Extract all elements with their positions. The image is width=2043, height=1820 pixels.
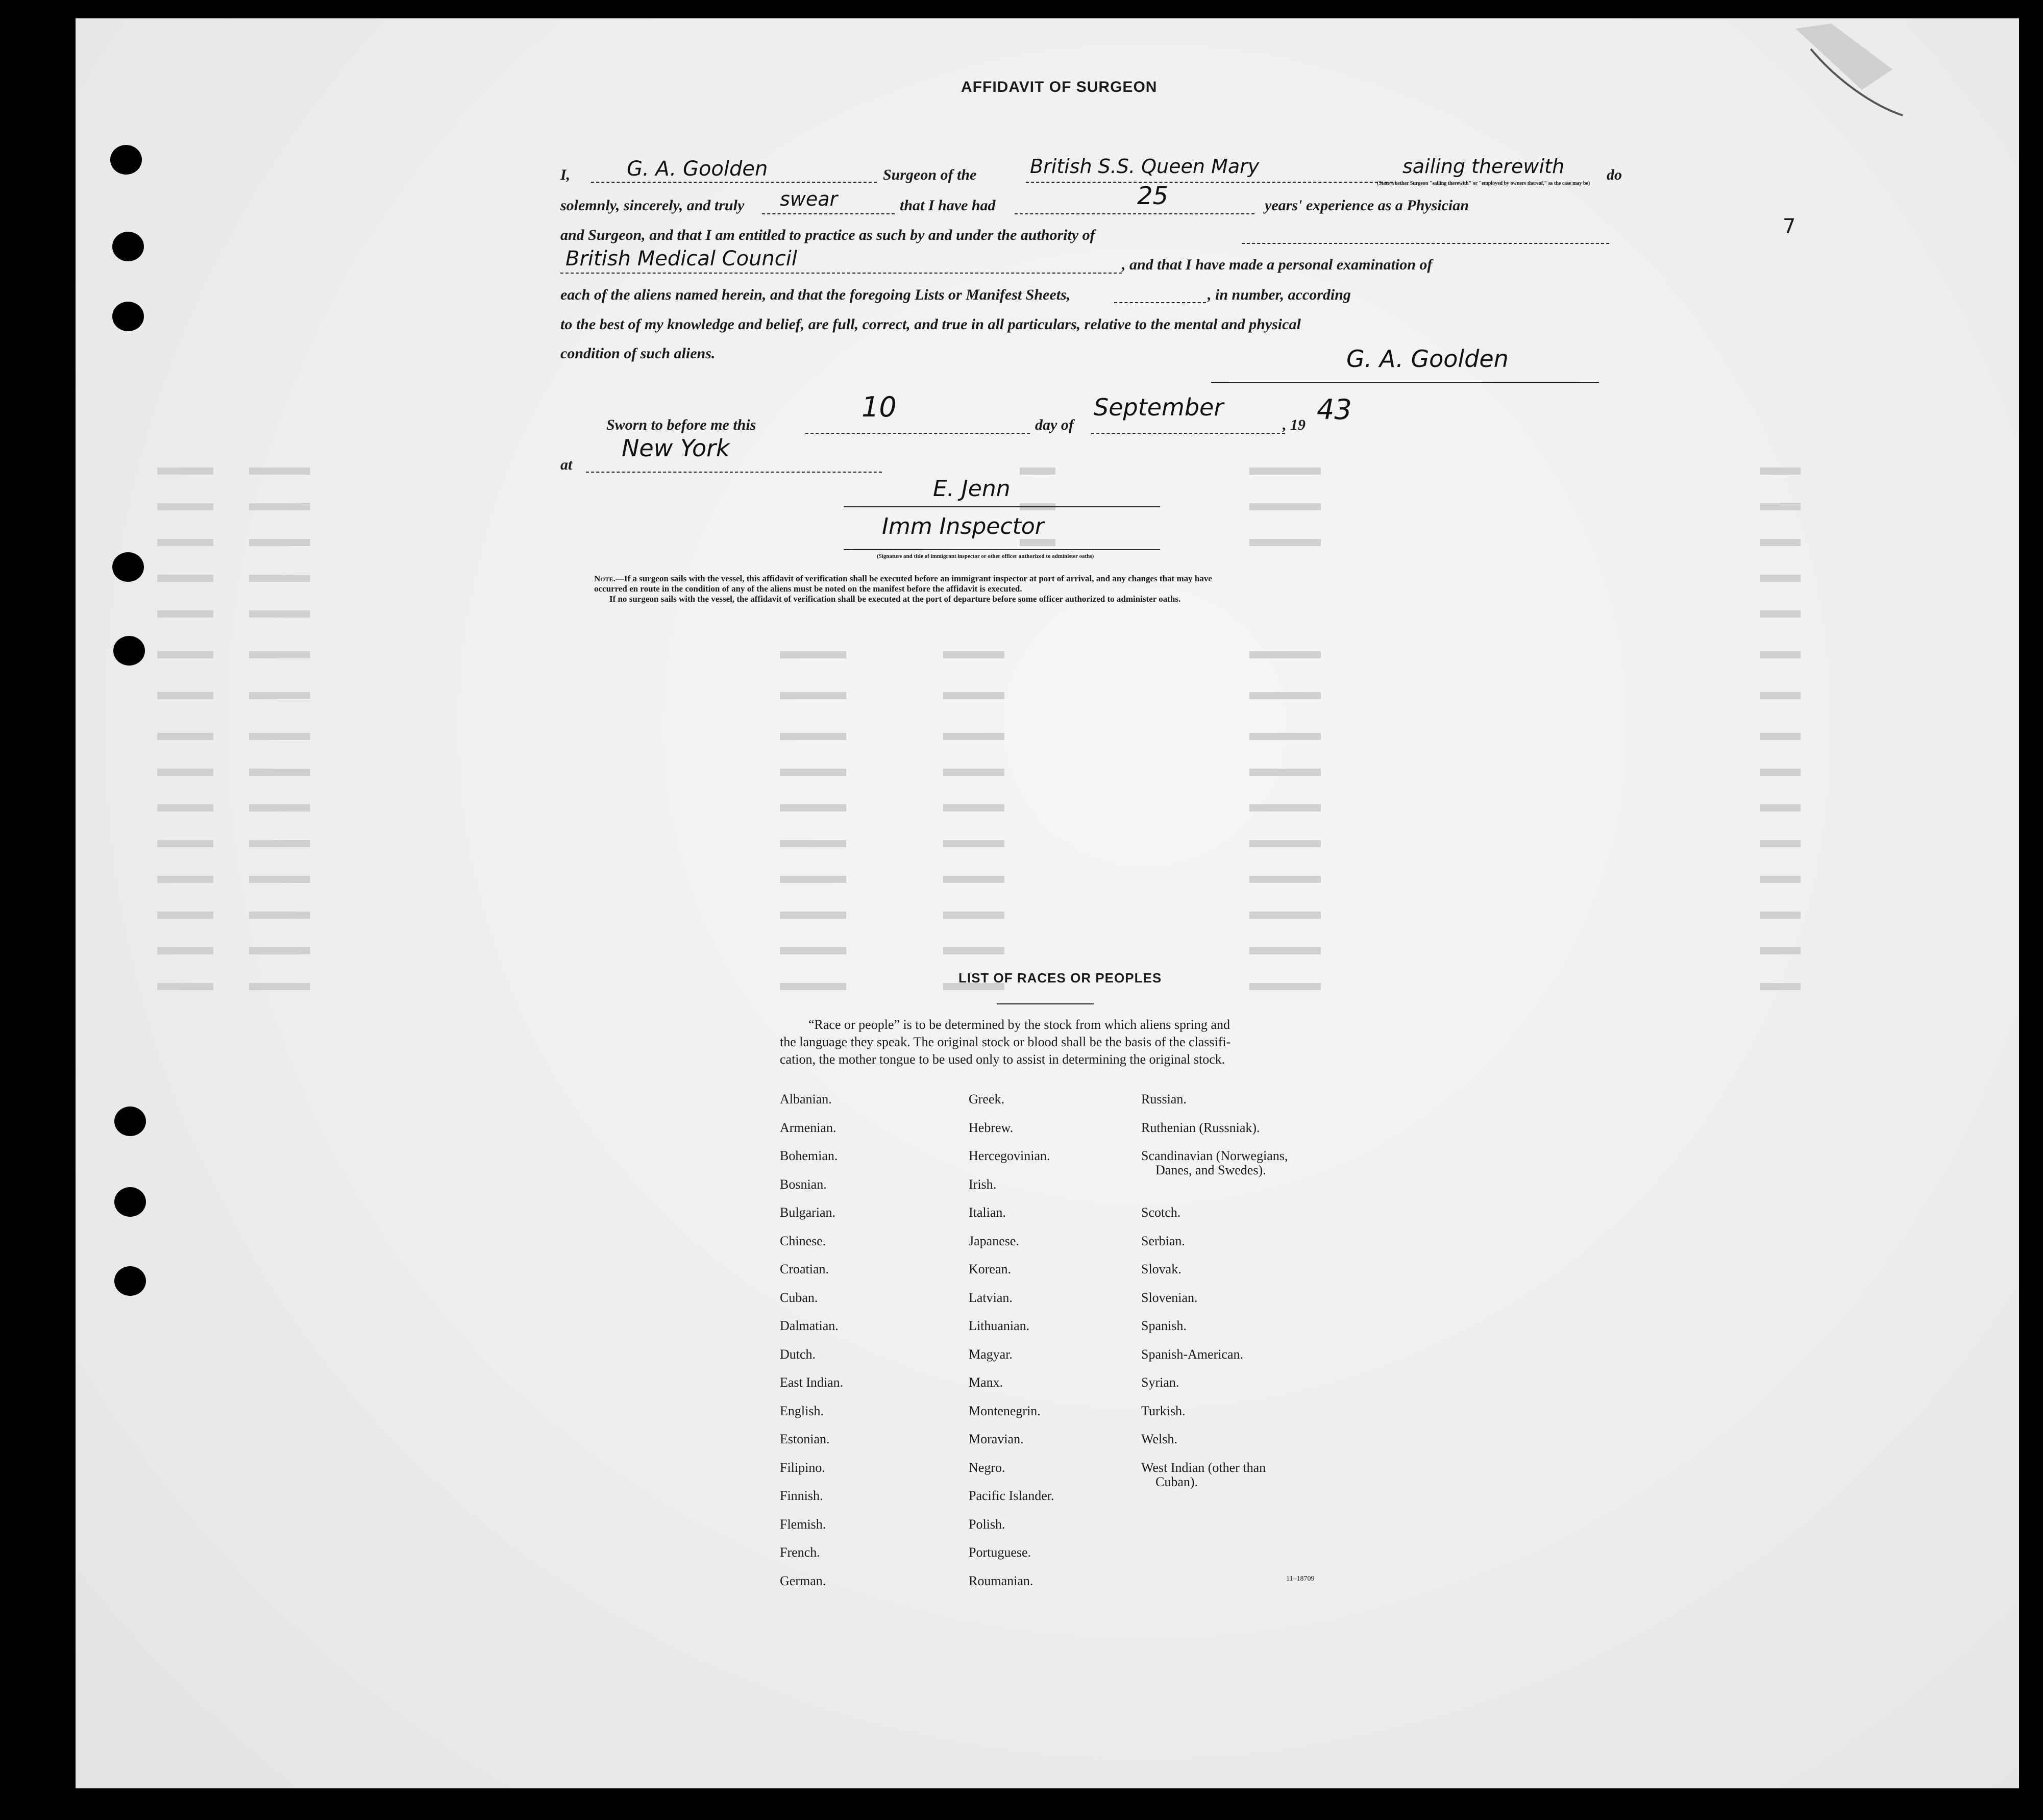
race-item: Pacific Islander.	[969, 1488, 1054, 1503]
races-intro	[780, 1016, 1230, 1068]
note-text-3: If no surgeon sails with the vessel, the affidavit of verification shall be executed at the port of departure before some officer authorized to administer oaths.	[609, 594, 1181, 604]
race-item: French.	[780, 1545, 820, 1560]
line1-end: do	[1607, 166, 1622, 183]
race-item: Chinese.	[780, 1233, 826, 1248]
surgeon-name-field: G. A. Goolden	[627, 157, 768, 181]
race-item: Polish.	[969, 1516, 1005, 1532]
race-item-line: Danes, and Swedes).	[1155, 1163, 1266, 1177]
race-item: Turkish.	[1141, 1403, 1186, 1418]
race-item: Ruthenian (Russniak).	[1141, 1120, 1260, 1135]
race-item: Welsh.	[1141, 1432, 1177, 1446]
vessel-field: British S.S. Queen Mary	[1030, 155, 1260, 178]
line1-mid: Surgeon of the	[883, 166, 977, 183]
race-item: Greek.	[969, 1092, 1005, 1106]
sailing-note: (State whether Surgeon "sailing therewith" or "employed by owners thereof," as the case may be)	[1377, 181, 1590, 186]
races-title-rule	[997, 1003, 1094, 1004]
at-label: at	[560, 456, 573, 473]
race-item: Armenian.	[780, 1120, 836, 1135]
race-item-line: Cuban).	[1155, 1474, 1198, 1489]
race-item: Finnish.	[780, 1488, 823, 1503]
line6-text: to the best of my knowledge and belief, are full, correct, and true in all particulars, relative to the mental and physical	[560, 316, 1301, 333]
oath-word-field: swear	[780, 188, 838, 210]
authority-line-1	[1242, 243, 1609, 244]
place-field: New York	[622, 434, 730, 462]
inspector-title-line	[844, 549, 1160, 550]
page-number: 7	[1783, 215, 1796, 238]
races-column-3	[1141, 1085, 1288, 1489]
note-block	[594, 574, 1212, 604]
race-item: German.	[780, 1573, 826, 1588]
line2-end: years' experience as a Physician	[1265, 197, 1469, 214]
race-item: Serbian.	[1141, 1233, 1185, 1248]
surgeon-signature: G. A. Goolden	[1346, 345, 1509, 373]
year-prefix: , 19	[1283, 416, 1306, 433]
race-item: East Indian.	[780, 1375, 844, 1390]
line7-text: condition of such aliens.	[560, 345, 716, 362]
line3-text: and Surgeon, and that I am entitled to practice as such by and under the authority of	[560, 227, 1095, 243]
race-item: Russian.	[1141, 1092, 1187, 1106]
signature-caption: (Signature and title of immigrant inspector or other officer authorized to administer oaths)	[877, 553, 1094, 559]
races-title: LIST OF RACES OR PEOPLES	[958, 970, 1162, 986]
race-item: Flemish.	[780, 1516, 826, 1532]
race-item: Estonian.	[780, 1432, 830, 1446]
race-item: Scotch.	[1141, 1205, 1181, 1220]
month-line	[1091, 433, 1285, 434]
races-column-2	[969, 1085, 1054, 1595]
race-item: Irish.	[969, 1176, 997, 1192]
line2-prefix: solemnly, sincerely, and truly	[560, 197, 745, 214]
races-intro-line: “Race or people” is to be determined by the stock from which aliens spring and	[808, 1017, 1230, 1032]
race-item: Lithuanian.	[969, 1318, 1030, 1333]
race-item: Japanese.	[969, 1233, 1019, 1248]
race-item: Manx.	[969, 1375, 1003, 1390]
race-item: Syrian.	[1141, 1375, 1179, 1390]
race-item	[1141, 1142, 1288, 1198]
sheets-line	[1114, 302, 1206, 303]
race-item: Bulgarian.	[780, 1205, 836, 1220]
race-item: Bosnian.	[780, 1176, 827, 1192]
race-item: Korean.	[969, 1262, 1012, 1276]
race-item: Filipino.	[780, 1460, 825, 1475]
years-line	[1015, 213, 1254, 214]
race-item: Latvian.	[969, 1290, 1013, 1305]
race-item: Negro.	[969, 1460, 1005, 1475]
surgeon-signature-line	[1211, 382, 1599, 383]
race-item: Croatian.	[780, 1262, 829, 1276]
authority-field: British Medical Council	[565, 247, 797, 270]
surgeon-name-line	[591, 182, 877, 183]
document-page	[76, 18, 2019, 1788]
races-intro-line: the language they speak. The original stock or blood shall be the basis of the classifi-	[780, 1035, 1231, 1049]
line2-mid: that I have had	[900, 197, 996, 214]
affidavit-title: AFFIDAVIT OF SURGEON	[961, 79, 1158, 95]
races-column-1	[780, 1085, 843, 1595]
races-intro-line: cation, the mother tongue to be used only to assist in determining the original stock.	[780, 1052, 1225, 1067]
inspector-signature-line	[844, 506, 1160, 507]
day-of-label: day of	[1035, 416, 1074, 433]
oath-line	[762, 213, 895, 214]
sworn-prefix: Sworn to before me this	[606, 416, 756, 433]
race-item: Cuban.	[780, 1290, 818, 1305]
inspector-signature: E. Jenn	[933, 476, 1011, 502]
race-item: Italian.	[969, 1205, 1006, 1220]
line5-end: , in number, according	[1208, 286, 1351, 303]
line1-prefix: I,	[560, 166, 571, 183]
race-item: Spanish.	[1141, 1318, 1187, 1333]
race-item: Albanian.	[780, 1092, 832, 1106]
race-item: Dalmatian.	[780, 1318, 839, 1333]
note-label: Note.	[594, 574, 616, 583]
race-item: Portuguese.	[969, 1545, 1031, 1560]
race-item: Slovak.	[1141, 1262, 1182, 1276]
year-field: 43	[1317, 393, 1352, 426]
line4-end: , and that I have made a personal examination of	[1122, 256, 1433, 273]
form-number: 11–18709	[1286, 1575, 1315, 1583]
vessel-line	[1026, 182, 1393, 183]
race-item: Magyar.	[969, 1346, 1013, 1362]
day-field: 10	[861, 391, 897, 423]
race-item: Montenegrin.	[969, 1403, 1041, 1418]
note-text-2: occurred en route in the condition of any of the aliens must be noted on the manifest before the affidavit is executed.	[594, 584, 1022, 594]
authority-line-2	[560, 273, 1122, 274]
race-item: Dutch.	[780, 1346, 816, 1362]
race-item: English.	[780, 1403, 824, 1418]
note-text-1: —If a surgeon sails with the vessel, this affidavit of verification shall be executed before an immigrant inspector at port of arrival, and any changes that may have	[615, 574, 1212, 583]
race-item: Slovenian.	[1141, 1290, 1198, 1305]
race-item: Bohemian.	[780, 1148, 838, 1163]
race-item: Moravian.	[969, 1432, 1024, 1446]
line5-start: each of the aliens named herein, and that the foregoing Lists or Manifest Sheets,	[560, 286, 1071, 303]
month-field: September	[1094, 393, 1224, 421]
race-item: Hebrew.	[969, 1120, 1014, 1135]
race-item-line: West Indian (other than	[1141, 1460, 1266, 1475]
race-item: Roumanian.	[969, 1573, 1033, 1588]
day-line	[805, 433, 1030, 434]
inspector-title: Imm Inspector	[882, 513, 1044, 539]
sailing-status-field: sailing therewith	[1402, 155, 1565, 178]
race-item: Spanish-American.	[1141, 1346, 1244, 1362]
race-item: Hercegovinian.	[969, 1148, 1050, 1163]
place-line	[586, 472, 882, 473]
race-item-line: Scandinavian (Norwegians,	[1141, 1148, 1288, 1163]
years-field: 25	[1137, 182, 1169, 210]
race-item	[1141, 1454, 1288, 1489]
